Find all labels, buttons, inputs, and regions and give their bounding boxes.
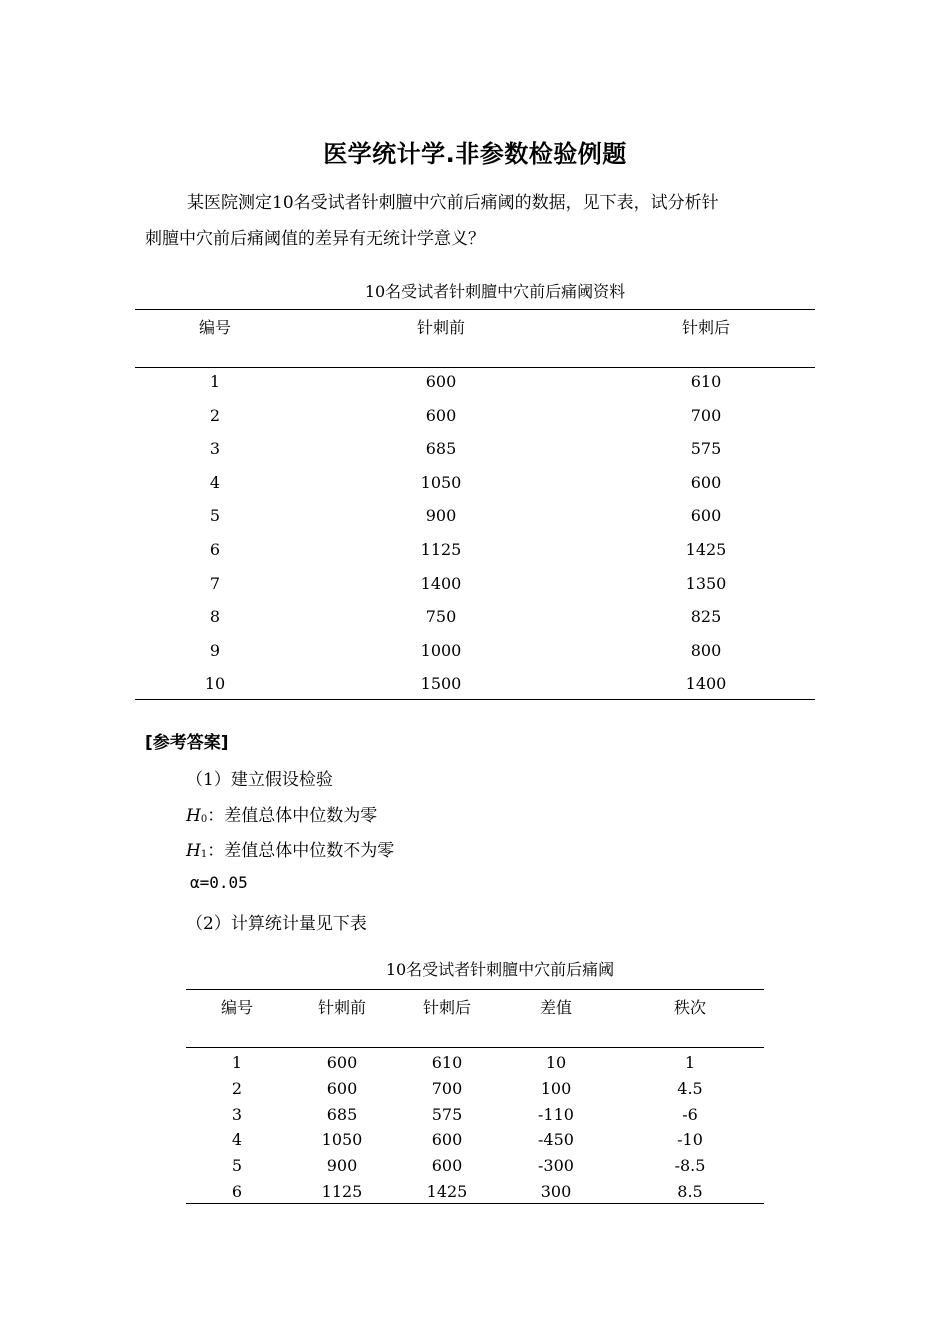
table2-cell: 8.5 [677,1182,703,1201]
h0-symbol: H [186,806,201,826]
table1-cell: 1050 [420,472,462,492]
table1-cell: 1500 [420,674,462,694]
step1-text: （1）建立假设检验 [186,770,333,790]
table2-cell: 4.5 [677,1078,703,1098]
table2-cell: -450 [538,1130,574,1150]
table1-cell: 5 [209,506,221,526]
table1-cell: 600 [690,506,722,526]
table1-cell: 800 [690,640,722,660]
table1-cell: 3 [209,439,221,459]
table2-cell: 2 [231,1078,243,1098]
table2-header-cell: 编号 [220,998,254,1017]
table2-header-rule [186,1047,764,1048]
table1-cell: 610 [690,372,722,391]
table1-cell: 750 [425,607,457,627]
table2-bottom-rule [186,1203,764,1204]
table1-cell: 1400 [420,573,462,593]
table2-cell: 685 [326,1104,358,1124]
table1-bottom-rule [135,699,815,700]
table1-cell: 575 [690,439,722,459]
table2-cell: -8.5 [674,1156,706,1176]
table1-cell: 600 [425,372,457,391]
table2-cell: 575 [431,1104,463,1124]
answer-heading: [参考答案] [145,733,229,753]
table2-header-cell: 针刺后 [422,998,472,1017]
question-line-2: 刺膻中穴前后痛阈值的差异有无统计学意义？ [145,229,485,249]
table1-cell: 825 [690,607,722,627]
table2-cell: 1 [231,1053,243,1072]
table1-caption: 10名受试者针刺膻中穴前后痛阈资料 [364,282,626,301]
table1-header-cell: 编号 [198,318,232,337]
alpha-level: α=0.05 [190,873,248,892]
table1-cell: 2 [209,405,221,425]
table2-cell: -110 [538,1104,574,1124]
table1-header-cell: 针刺前 [416,318,466,337]
table2-cell: 10 [545,1053,567,1072]
table1-cell: 600 [690,472,722,492]
table2-cell: -6 [682,1104,698,1124]
hypothesis-h0 [186,801,377,826]
table2-cell: 6 [231,1182,243,1201]
page-title: 医学统计学.非参数检验例题 [323,140,627,168]
table2-top-rule [186,989,764,990]
table2-header-cell: 针刺前 [317,998,367,1017]
table1-cell: 1425 [685,540,727,559]
table1-header-rule [135,367,815,368]
table2-cell: 700 [431,1078,463,1098]
table1-cell: 1 [209,372,221,391]
h0-subscript: 0 [200,814,208,825]
table2-cell: 300 [540,1182,572,1201]
table2-cell: 900 [326,1156,358,1176]
h1-symbol: H [186,841,201,861]
table2-cell: 4 [231,1130,243,1150]
question-line-1: 某医院测定10名受试者针刺膻中穴前后痛阈的数据，见下表，试分析针 [187,193,719,213]
table2-header-cell: 秩次 [673,998,707,1017]
table1-cell: 1350 [685,573,727,593]
h1-text: ：差值总体中位数不为零 [207,841,395,861]
table1-cell: 6 [209,540,221,559]
table2-cell: 1125 [321,1182,363,1201]
table1-cell: 7 [209,573,221,593]
table1-cell: 10 [204,674,226,694]
table2-cell: 1425 [426,1182,468,1201]
table2-cell: 600 [326,1078,358,1098]
table1-cell: 900 [425,506,457,526]
table1-cell: 700 [690,405,722,425]
h1-subscript: 1 [200,849,208,860]
table2-cell: 600 [431,1156,463,1176]
table2-cell: 5 [231,1156,243,1176]
table2-cell: 600 [326,1053,358,1072]
table2-cell: 610 [431,1053,463,1072]
step2-text: （2）计算统计量见下表 [186,914,367,934]
table1-cell: 600 [425,405,457,425]
table1-cell: 4 [209,472,221,492]
table1-cell: 8 [209,607,221,627]
table2-cell: 100 [540,1078,572,1098]
table1-cell: 1125 [420,540,462,559]
table2-cell: 1 [684,1053,696,1072]
table2-cell: 3 [231,1104,243,1124]
table2-cell: -10 [677,1130,703,1150]
table2-header-cell: 差值 [539,998,573,1017]
table1-cell: 685 [425,439,457,459]
table2-cell: 1050 [321,1130,363,1150]
table1-header-cell: 针刺后 [681,318,731,337]
table2-cell: 600 [431,1130,463,1150]
h0-text: ：差值总体中位数为零 [207,806,378,826]
table1-top-rule [135,309,815,310]
table2-caption: 10名受试者针刺膻中穴前后痛阈 [385,960,615,979]
hypothesis-h1 [186,836,394,861]
table1-cell: 9 [209,640,221,660]
table1-cell: 1400 [685,674,727,694]
table1-cell: 1000 [420,640,462,660]
table2-cell: -300 [538,1156,574,1176]
question-paragraph [145,185,805,257]
